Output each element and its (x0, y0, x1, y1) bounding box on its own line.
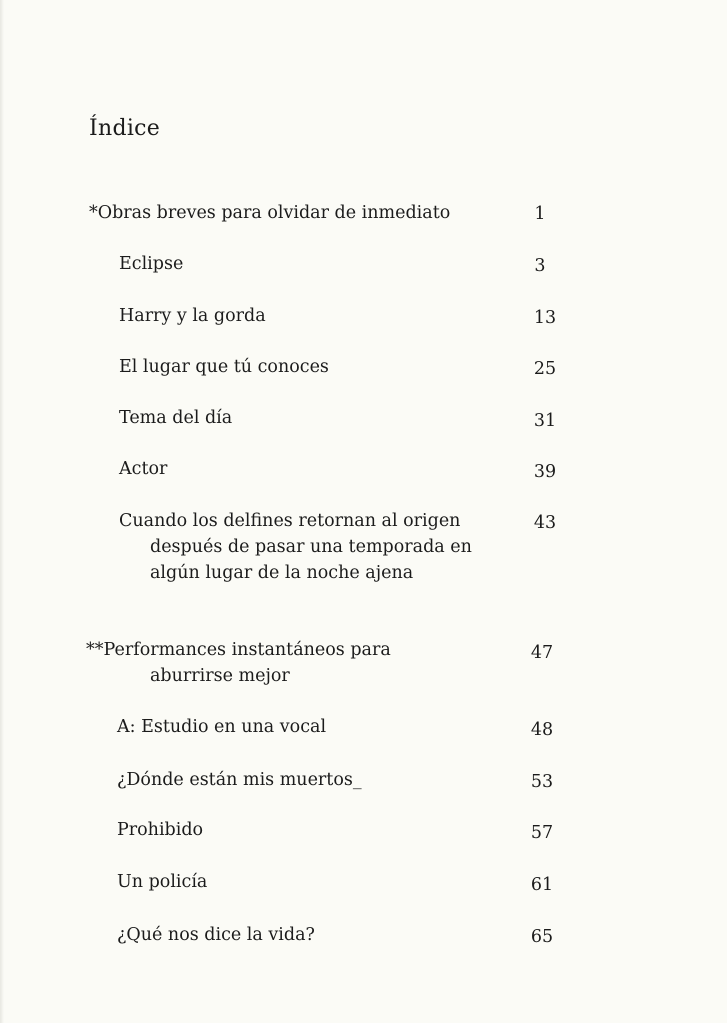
toc-page-number: 25 (533, 359, 557, 379)
toc-entry-muertos[interactable] (117, 767, 362, 793)
toc-entry-title: Actor (119, 459, 168, 479)
toc-page-number: 61 (530, 875, 554, 895)
toc-page-number: 13 (533, 308, 557, 328)
toc-entry-title: Un policía (117, 872, 208, 892)
toc-entry-harry[interactable] (119, 303, 266, 329)
toc-entry-section-2[interactable] (86, 637, 391, 689)
toc-entry-title: ¿Qué nos dice la vida? (117, 925, 315, 945)
toc-entry-vida[interactable] (117, 922, 315, 948)
toc-entry-tema[interactable] (119, 405, 232, 431)
toc-entry-prohibido[interactable] (117, 817, 203, 843)
toc-entry-title: El lugar que tú conoces (119, 357, 329, 377)
page-title: Índice (89, 116, 161, 141)
toc-page-number: 47 (530, 643, 554, 663)
toc-entry-title-continued: aburrirse mejor (150, 666, 290, 686)
toc-entry-title: Tema del día (119, 408, 233, 428)
toc-entry-title: **Performances instantáneos para (86, 640, 391, 660)
toc-entry-eclipse[interactable] (119, 251, 183, 277)
toc-entry-title: Eclipse (119, 254, 184, 274)
toc-page-number: 39 (533, 462, 557, 482)
toc-entry-title-continued: algún lugar de la noche ajena (150, 563, 414, 583)
toc-entry-section-1[interactable] (89, 200, 450, 226)
toc-page-number: 43 (533, 513, 557, 533)
toc-entry-el-lugar[interactable] (119, 354, 329, 380)
toc-entry-title: *Obras breves para olvidar de inmediato (89, 203, 451, 223)
toc-page-number: 31 (533, 411, 557, 431)
toc-entry-title: Harry y la gorda (119, 306, 266, 326)
toc-page-number: 65 (530, 927, 554, 947)
toc-page-number: 57 (530, 823, 554, 843)
toc-page-number: 3 (534, 256, 546, 276)
toc-entry-title: ¿Dónde están mis muertos_ (117, 770, 362, 790)
toc-entry-title: Cuando los delfines retornan al origen (119, 511, 461, 531)
toc-entry-estudio[interactable] (117, 714, 326, 740)
toc-page-number: 48 (530, 720, 554, 740)
toc-page-number: 1 (534, 204, 546, 224)
toc-entry-delfines[interactable] (119, 508, 472, 586)
toc-entry-title: A: Estudio en una vocal (117, 717, 327, 737)
toc-entry-actor[interactable] (119, 456, 167, 482)
page-edge (0, 0, 4, 1023)
toc-entry-title: Prohibido (117, 820, 204, 840)
toc-entry-policia[interactable] (117, 869, 207, 895)
toc-entry-title-continued: después de pasar una temporada en (150, 537, 472, 557)
toc-page-number: 53 (530, 772, 554, 792)
